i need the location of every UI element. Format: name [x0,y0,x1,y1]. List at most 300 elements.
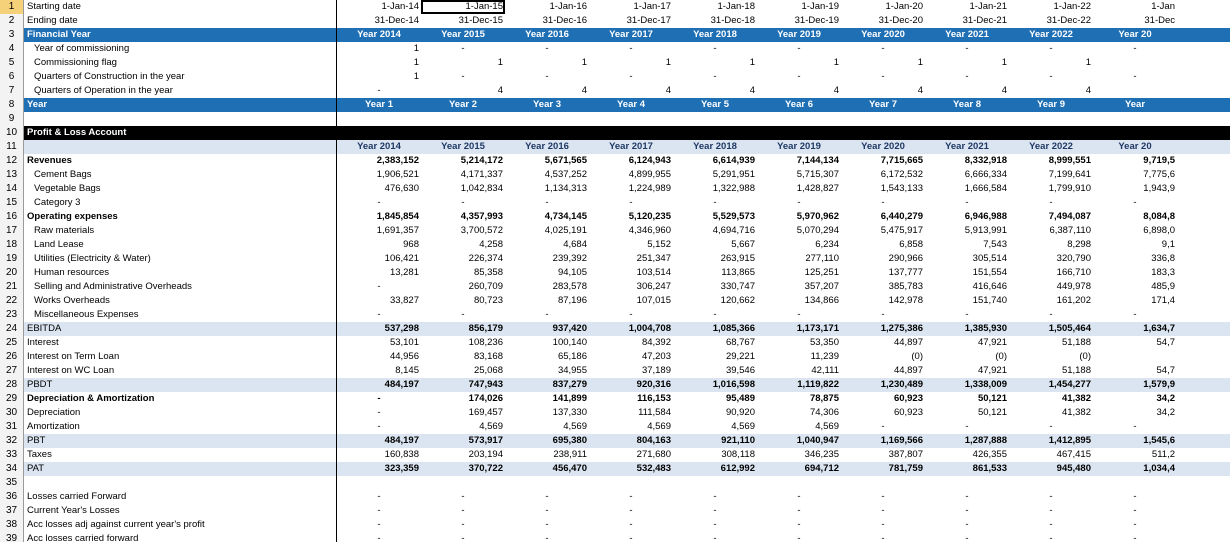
row-number[interactable]: 9 [0,112,24,126]
value-cell[interactable]: 34,2 [1156,407,1175,418]
value-cell[interactable] [1093,350,1177,364]
value-cell[interactable]: (0) [1079,351,1091,362]
value-cell[interactable]: 370,722 [468,463,503,474]
value-cell[interactable]: 50,121 [977,407,1007,418]
row-label-cell[interactable]: PBDT [24,378,337,392]
value-cell[interactable]: 151,554 [972,267,1007,278]
value-cell[interactable]: Year 7 [869,99,897,110]
value-cell[interactable]: 1,412,895 [1048,435,1091,446]
row-number[interactable]: 16 [0,210,24,224]
value-cell[interactable]: 108,236 [468,337,503,348]
value-cell[interactable]: 125,251 [804,267,839,278]
value-cell[interactable]: 1-Jan-21 [969,1,1007,12]
value-cell[interactable]: - [797,533,801,542]
value-cell[interactable] [841,476,925,490]
value-cell[interactable]: 837,279 [552,379,587,390]
value-cell[interactable]: 4,258 [479,239,503,250]
value-cell[interactable] [841,126,925,140]
value-cell[interactable]: - [965,491,969,502]
row-number[interactable]: 31 [0,420,24,434]
value-cell[interactable]: 485,9 [1151,281,1175,292]
value-cell[interactable] [1093,56,1177,70]
value-cell[interactable]: 1 [917,57,923,68]
value-cell[interactable]: 1-Jan-22 [1053,1,1091,12]
value-cell[interactable]: - [881,71,885,82]
value-cell[interactable]: Year 2019 [777,29,821,40]
value-cell[interactable]: 5,291,951 [712,169,755,180]
value-cell[interactable]: - [881,491,885,502]
value-cell[interactable]: 95,489 [725,393,755,404]
value-cell[interactable]: 169,457 [468,407,503,418]
value-cell[interactable]: 8,084,8 [1143,211,1175,222]
value-cell[interactable]: 5,214,172 [460,155,503,166]
value-cell[interactable]: 78,875 [809,393,839,404]
value-cell[interactable]: 65,186 [557,351,587,362]
value-cell[interactable]: 4,694,716 [712,225,755,236]
value-cell[interactable]: 4,569 [815,421,839,432]
value-cell[interactable]: - [1133,491,1137,502]
row-number[interactable]: 34 [0,462,24,476]
value-cell[interactable]: 330,747 [720,281,755,292]
value-cell[interactable]: - [629,519,633,530]
row-label-cell[interactable]: Year of commissioning [24,42,337,56]
value-cell[interactable]: 263,915 [720,253,755,264]
value-cell[interactable]: 3,700,572 [460,225,503,236]
value-cell[interactable]: 134,866 [804,295,839,306]
value-cell[interactable]: 68,767 [725,337,755,348]
row-label-cell[interactable]: Category 3 [24,196,337,210]
value-cell[interactable]: 51,188 [1061,337,1091,348]
value-cell[interactable]: Year 2 [449,99,477,110]
value-cell[interactable]: 4,684 [563,239,587,250]
value-cell[interactable]: - [1049,43,1053,54]
value-cell[interactable]: 47,921 [977,365,1007,376]
value-cell[interactable]: - [881,505,885,516]
value-cell[interactable]: 4,899,955 [628,169,671,180]
value-cell[interactable]: 161,202 [1056,295,1091,306]
row-label-cell[interactable]: Profit & Loss Account [24,126,337,140]
value-cell[interactable] [337,126,421,140]
value-cell[interactable] [1009,126,1093,140]
value-cell[interactable]: 44,897 [893,337,923,348]
value-cell[interactable]: 7,715,665 [880,155,923,166]
value-cell[interactable]: 1,016,598 [712,379,755,390]
value-cell[interactable]: - [545,43,549,54]
value-cell[interactable]: 5,070,294 [796,225,839,236]
value-cell[interactable]: - [797,505,801,516]
value-cell[interactable]: 160,838 [384,449,419,460]
value-cell[interactable]: - [881,533,885,542]
value-cell[interactable]: 5,529,573 [712,211,755,222]
value-cell[interactable]: - [881,43,885,54]
value-cell[interactable]: 8,332,918 [964,155,1007,166]
value-cell[interactable]: 39,546 [725,365,755,376]
value-cell[interactable]: 532,483 [636,463,671,474]
value-cell[interactable]: 6,234 [815,239,839,250]
value-cell[interactable]: 203,194 [468,449,503,460]
value-cell[interactable]: 54,7 [1156,337,1175,348]
value-cell[interactable] [757,126,841,140]
value-cell[interactable]: 277,110 [805,253,839,264]
value-cell[interactable]: 1-Jan-14 [381,1,419,12]
value-cell[interactable]: 53,350 [809,337,839,348]
value-cell[interactable]: 1,385,930 [964,323,1007,334]
value-cell[interactable]: - [629,43,633,54]
row-number[interactable]: 30 [0,406,24,420]
value-cell[interactable]: 83,168 [473,351,503,362]
value-cell[interactable]: 137,777 [888,267,923,278]
value-cell[interactable]: 60,923 [893,393,923,404]
value-cell[interactable]: 320,790 [1056,253,1091,264]
value-cell[interactable]: - [461,505,465,516]
value-cell[interactable]: 31-Dec-17 [626,15,671,26]
value-cell[interactable]: Year 2017 [609,29,653,40]
value-cell[interactable]: 336,8 [1151,253,1175,264]
row-label-cell[interactable]: Taxes [24,448,337,462]
value-cell[interactable]: 8,999,551 [1048,155,1091,166]
value-cell[interactable]: 94,105 [557,267,587,278]
value-cell[interactable]: 5,715,307 [796,169,839,180]
row-label-cell[interactable]: Interest [24,336,337,350]
row-label-cell[interactable]: Commissioning flag [24,56,337,70]
value-cell[interactable]: 4 [497,85,503,96]
value-cell[interactable]: 5,475,917 [880,225,923,236]
row-number[interactable]: 3 [0,28,24,42]
value-cell[interactable]: 151,740 [972,295,1007,306]
value-cell[interactable]: 29,221 [725,351,755,362]
value-cell[interactable]: - [713,505,717,516]
value-cell[interactable]: 1 [581,57,587,68]
value-cell[interactable]: 226,374 [468,253,503,264]
value-cell[interactable]: 1,134,313 [544,183,587,194]
row-number[interactable]: 7 [0,84,24,98]
value-cell[interactable]: 7,775,6 [1143,169,1175,180]
value-cell[interactable]: 306,247 [636,281,671,292]
value-cell[interactable] [421,476,505,490]
value-cell[interactable]: - [797,197,801,208]
row-number[interactable]: 28 [0,378,24,392]
value-cell[interactable]: Year 8 [953,99,981,110]
value-cell[interactable]: - [1133,71,1137,82]
value-cell[interactable]: 511,2 [1151,449,1175,460]
value-cell[interactable]: (0) [911,351,923,362]
value-cell[interactable] [1009,112,1093,126]
value-cell[interactable]: 6,387,110 [1049,225,1091,236]
row-label-cell[interactable]: Interest on Term Loan [24,350,337,364]
value-cell[interactable]: - [377,85,381,96]
value-cell[interactable]: - [545,491,549,502]
value-cell[interactable]: 41,382 [1061,393,1091,404]
value-cell[interactable]: 1,505,464 [1048,323,1091,334]
value-cell[interactable]: - [713,519,717,530]
value-cell[interactable]: - [713,71,717,82]
row-number[interactable]: 19 [0,252,24,266]
value-cell[interactable] [1093,112,1177,126]
value-cell[interactable]: 5,120,235 [628,211,671,222]
value-cell[interactable]: 25,068 [473,365,503,376]
value-cell[interactable]: 47,203 [641,351,671,362]
row-label-cell[interactable]: Year [24,98,337,112]
value-cell[interactable]: 6,172,532 [880,169,923,180]
value-cell[interactable]: 13,281 [389,267,419,278]
value-cell[interactable]: 111,584 [638,407,671,418]
value-cell[interactable]: 47,921 [977,337,1007,348]
value-cell[interactable]: 5,970,962 [796,211,839,222]
value-cell[interactable]: 573,917 [468,435,503,446]
row-number[interactable]: 27 [0,364,24,378]
value-cell[interactable] [337,112,421,126]
value-cell[interactable] [505,476,589,490]
value-cell[interactable]: 84,392 [641,337,671,348]
value-cell[interactable]: 4,569 [563,421,587,432]
value-cell[interactable]: - [797,43,801,54]
value-cell[interactable]: - [965,519,969,530]
value-cell[interactable]: 1 [413,43,419,54]
value-cell[interactable] [841,112,925,126]
value-cell[interactable]: 8,298 [1067,239,1091,250]
value-cell[interactable]: Year 3 [533,99,561,110]
value-cell[interactable]: 9,719,5 [1143,155,1175,166]
value-cell[interactable] [925,126,1009,140]
value-cell[interactable]: - [377,309,381,320]
value-cell[interactable]: 6,946,988 [964,211,1007,222]
value-cell[interactable]: 142,978 [888,295,923,306]
value-cell[interactable]: 90,920 [725,407,755,418]
value-cell[interactable]: 53,101 [389,337,419,348]
value-cell[interactable]: 4,357,993 [460,211,503,222]
value-cell[interactable] [1009,476,1093,490]
value-cell[interactable]: 861,533 [972,463,1007,474]
value-cell[interactable]: - [1133,519,1137,530]
value-cell[interactable]: - [461,197,465,208]
value-cell[interactable]: 7,199,641 [1048,169,1091,180]
value-cell[interactable]: 100,140 [552,337,587,348]
value-cell[interactable]: 1,275,386 [880,323,923,334]
value-cell[interactable]: 11,239 [810,351,839,362]
value-cell[interactable]: - [797,519,801,530]
value-cell[interactable]: - [1049,197,1053,208]
value-cell[interactable]: 1-Jan-20 [885,1,923,12]
value-cell[interactable]: 5,913,991 [964,225,1007,236]
row-number[interactable]: 36 [0,490,24,504]
value-cell[interactable]: Year 2021 [945,29,989,40]
value-cell[interactable]: 781,759 [888,463,923,474]
value-cell[interactable]: 1 [413,57,419,68]
value-cell[interactable]: 51,188 [1061,365,1091,376]
value-cell[interactable]: 4 [1085,85,1091,96]
value-cell[interactable] [337,476,421,490]
value-cell[interactable]: Year 2022 [1029,141,1073,152]
value-cell[interactable]: 1-Jan-17 [633,1,671,12]
row-number[interactable]: 15 [0,196,24,210]
value-cell[interactable]: 385,783 [888,281,923,292]
value-cell[interactable]: 9,1 [1161,239,1175,250]
value-cell[interactable]: Year 2015 [441,141,485,152]
value-cell[interactable]: 5,152 [647,239,671,250]
value-cell[interactable] [757,112,841,126]
value-cell[interactable]: 2,383,152 [376,155,419,166]
row-label-cell[interactable]: Operating expenses [24,210,337,224]
row-number[interactable]: 23 [0,308,24,322]
value-cell[interactable]: 920,316 [636,379,671,390]
value-cell[interactable]: Year 2022 [1029,29,1073,40]
value-cell[interactable]: - [713,309,717,320]
value-cell[interactable]: 1,454,277 [1048,379,1091,390]
value-cell[interactable]: 7,494,087 [1048,211,1091,222]
value-cell[interactable] [505,126,589,140]
value-cell[interactable]: Year 2020 [861,141,905,152]
row-number[interactable]: 33 [0,448,24,462]
value-cell[interactable]: Year 2014 [357,141,401,152]
row-label-cell[interactable] [24,140,337,154]
value-cell[interactable]: 31-Dec-22 [1046,15,1091,26]
value-cell[interactable]: 6,614,939 [712,155,755,166]
value-cell[interactable]: 4,346,960 [628,225,671,236]
value-cell[interactable]: - [1133,533,1137,542]
value-cell[interactable]: 357,207 [804,281,839,292]
value-cell[interactable]: 1,943,9 [1143,183,1175,194]
value-cell[interactable]: - [1133,505,1137,516]
value-cell[interactable]: 6,858 [899,239,923,250]
row-label-cell[interactable] [24,476,337,490]
value-cell[interactable]: - [377,533,381,542]
value-cell[interactable]: - [1049,309,1053,320]
row-number[interactable]: 1 [0,0,24,14]
value-cell[interactable]: - [1133,421,1137,432]
value-cell[interactable]: - [1133,197,1137,208]
row-label-cell[interactable]: Selling and Administrative Overheads [24,280,337,294]
value-cell[interactable]: Year 2016 [525,29,569,40]
value-cell[interactable]: 31-Dec-18 [710,15,755,26]
value-cell[interactable]: 271,680 [636,449,671,460]
value-cell[interactable]: Year [1124,99,1146,110]
value-cell[interactable]: - [881,421,885,432]
value-cell[interactable]: - [461,309,465,320]
value-cell[interactable]: - [1049,421,1053,432]
value-cell[interactable]: 41,382 [1061,407,1091,418]
value-cell[interactable]: 4,569 [647,421,671,432]
row-number[interactable]: 10 [0,126,24,140]
value-cell[interactable]: 1,799,910 [1048,183,1091,194]
value-cell[interactable]: - [629,491,633,502]
value-cell[interactable]: 1 [1085,57,1091,68]
row-number[interactable]: 26 [0,350,24,364]
value-cell[interactable]: - [377,197,381,208]
value-cell[interactable]: - [965,533,969,542]
value-cell[interactable]: Year 2016 [525,141,569,152]
value-cell[interactable]: 137,330 [552,407,587,418]
value-cell[interactable]: - [1049,519,1053,530]
row-label-cell[interactable]: Financial Year [24,28,337,42]
value-cell[interactable]: 141,899 [552,393,587,404]
row-label-cell[interactable]: Utilities (Electricity & Water) [24,252,337,266]
value-cell[interactable]: 251,347 [636,253,671,264]
row-number[interactable]: 17 [0,224,24,238]
row-label-cell[interactable]: Vegetable Bags [24,182,337,196]
value-cell[interactable]: 1,173,171 [796,323,839,334]
row-label-cell[interactable]: Depreciation [24,406,337,420]
value-cell[interactable]: 238,911 [553,449,587,460]
value-cell[interactable]: - [965,309,969,320]
value-cell[interactable]: 1,085,366 [712,323,755,334]
row-number[interactable]: 14 [0,182,24,196]
value-cell[interactable]: Year 2014 [357,29,401,40]
value-cell[interactable]: - [461,519,465,530]
value-cell[interactable]: 1,042,834 [460,183,503,194]
value-cell[interactable]: - [881,197,885,208]
value-cell[interactable]: - [545,519,549,530]
value-cell[interactable]: - [965,505,969,516]
value-cell[interactable]: 921,110 [721,435,755,446]
value-cell[interactable]: 103,514 [636,267,671,278]
value-cell[interactable] [673,112,757,126]
value-cell[interactable]: - [629,533,633,542]
value-cell[interactable]: - [713,533,717,542]
value-cell[interactable]: - [629,197,633,208]
value-cell[interactable]: - [461,491,465,502]
value-cell[interactable]: 6,124,943 [628,155,671,166]
value-cell[interactable]: 1 [497,57,503,68]
value-cell[interactable]: 166,710 [1056,267,1091,278]
value-cell[interactable] [673,126,757,140]
row-label-cell[interactable]: Depreciation & Amortization [24,392,337,406]
value-cell[interactable]: 4,171,337 [460,169,503,180]
value-cell[interactable] [925,112,1009,126]
value-cell[interactable]: - [713,491,717,502]
value-cell[interactable]: 42,111 [811,365,839,376]
value-cell[interactable]: 7,144,134 [796,155,839,166]
value-cell[interactable]: 290,966 [888,253,923,264]
value-cell[interactable]: 945,480 [1056,463,1091,474]
row-label-cell[interactable] [24,112,337,126]
value-cell[interactable]: 1,906,521 [376,169,419,180]
value-cell[interactable]: 5,671,565 [544,155,587,166]
row-number[interactable]: 12 [0,154,24,168]
value-cell[interactable] [421,112,505,126]
row-number[interactable]: 32 [0,434,24,448]
value-cell[interactable]: 476,630 [384,183,419,194]
row-number[interactable]: 39 [0,532,24,542]
value-cell[interactable]: 856,179 [468,323,503,334]
row-number[interactable]: 20 [0,266,24,280]
value-cell[interactable]: 31-Dec-19 [794,15,839,26]
value-cell[interactable]: 6,666,334 [964,169,1007,180]
value-cell[interactable]: 44,897 [893,365,923,376]
value-cell[interactable]: - [797,309,801,320]
value-cell[interactable]: 31-Dec-14 [374,15,419,26]
value-cell[interactable]: 1 [1001,57,1007,68]
value-cell[interactable]: 1 [833,57,839,68]
row-number[interactable]: 22 [0,294,24,308]
value-cell[interactable]: 323,359 [384,463,419,474]
value-cell[interactable]: 1-Jan-16 [549,1,587,12]
value-cell[interactable]: 106,421 [384,253,419,264]
value-cell[interactable]: 80,723 [473,295,503,306]
value-cell[interactable]: 260,709 [468,281,503,292]
row-number[interactable]: 18 [0,238,24,252]
value-cell[interactable]: 31-Dec-15 [458,15,503,26]
value-cell[interactable]: 937,420 [552,323,587,334]
value-cell[interactable]: 4,569 [479,421,503,432]
value-cell[interactable]: 37,189 [641,365,671,376]
value-cell[interactable]: 4 [749,85,755,96]
value-cell[interactable]: 1,666,584 [964,183,1007,194]
value-cell[interactable]: 120,662 [720,295,755,306]
value-cell[interactable]: - [797,71,801,82]
value-cell[interactable]: 747,943 [468,379,503,390]
value-cell[interactable] [1093,84,1177,98]
value-cell[interactable]: 1,428,827 [796,183,839,194]
